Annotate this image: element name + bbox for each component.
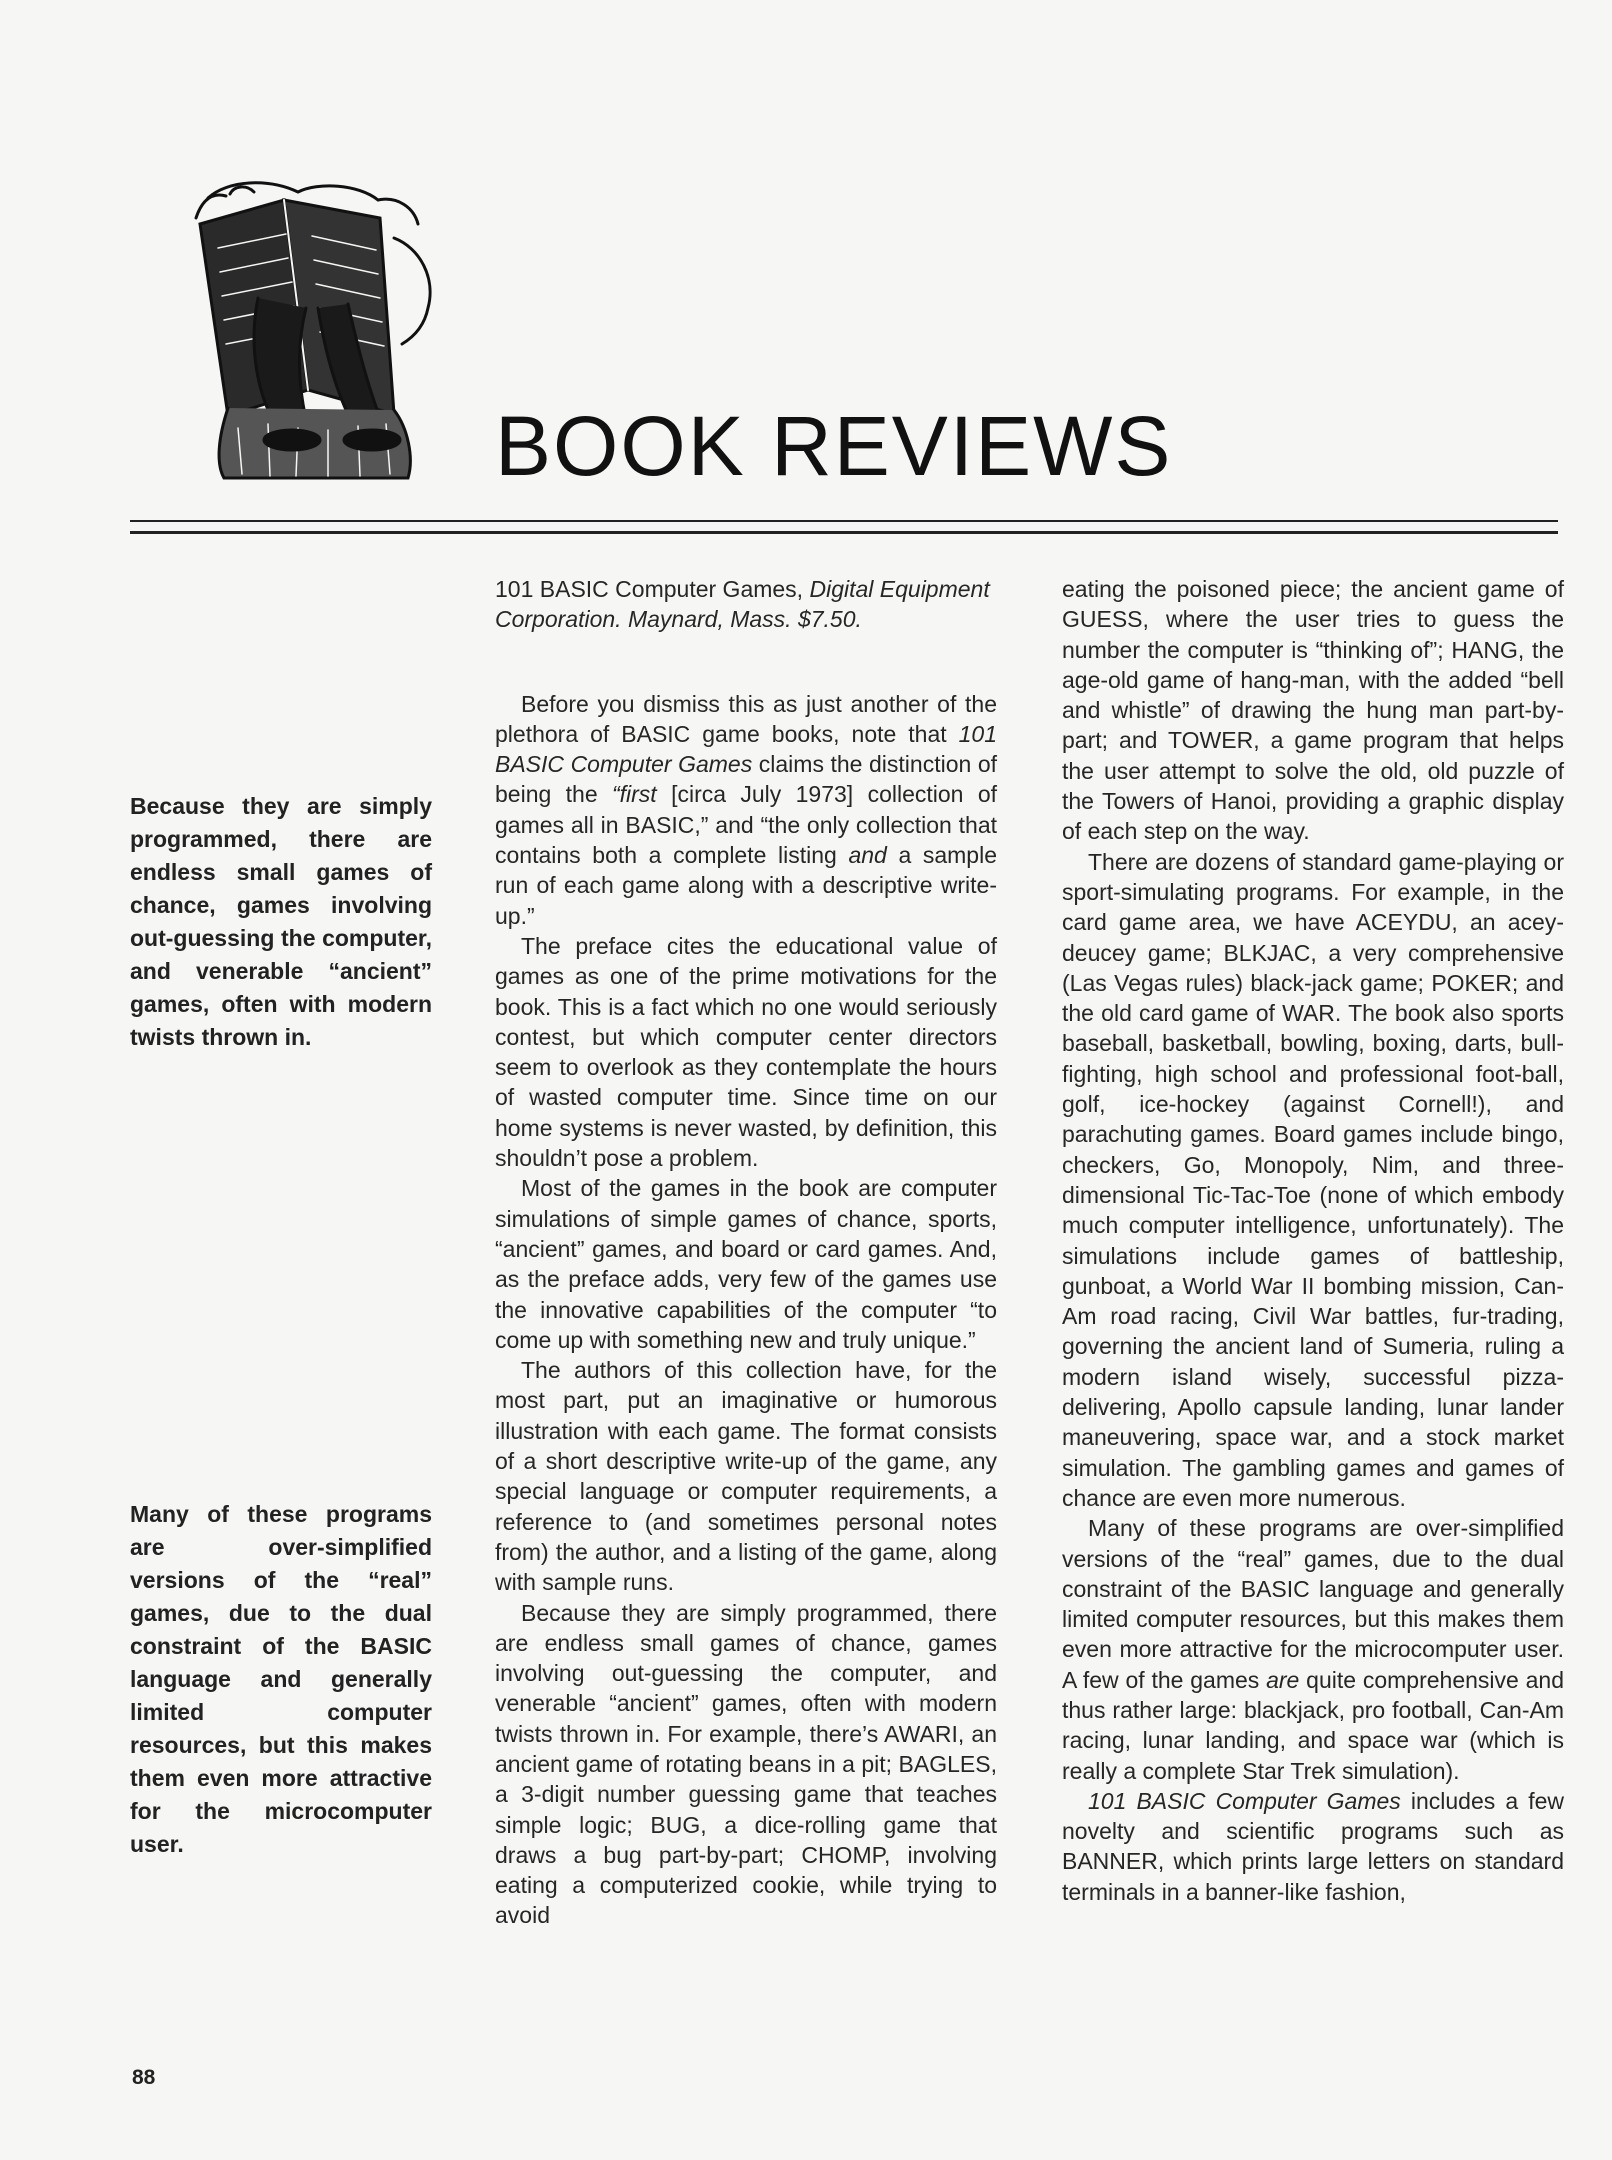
paragraph: Because they are simply programmed, there are endless small games of chance, games involving out-guessing the computer, and venerable “ancient” games, often with modern twists thrown in. For example, there’s AWARI, an ancient game of rotating beans in a pit; BAGLES, a 3-digit number guessing game that teaches simple logic; BUG, a dice-rolling game that draws a bug part-by-part; CHOMP, involving eating a computerized cookie, while trying to avoid [495,1599,997,1929]
paragraph: eating the poisoned piece; the ancient game of GUESS, where the user tries to guess the number the computer is “thinking of”; HANG, the age-old game of hang-man, with the added “bell and whistle” of drawing the hung man part-by-part; and TOWER, a game program that helps the user attempt to solve the old, old puzzle of the Towers of Hanoi, providing a graphic display of each step on the way. [1062,576,1564,845]
title-divider-thick [130,531,1558,534]
page-title: BOOK REVIEWS [495,399,1173,493]
article-column-1 [495,574,997,1931]
paragraph: Before you dismiss this as just another of the plethora of BASIC game books, note that 101 BASIC Computer Games claims the distinction of being the “first [circa July 1973] collection of games all in BASIC,” and “the only collection that contains both a complete listing and a sample run of each game along with a descriptive write-up.” [495,690,998,929]
paragraph: There are dozens of standard game-playing or sport-simulating programs. For example, in the card game area, we have ACEYDU, an acey-deucey game; BLKJAC, a very comprehensive (Las Vegas rules) black-jack game; POKER; and the old card game of WAR. The book also sports baseball, basketball, bowling, boxing, darts, bull-fighting, high school and professional foot-ball, golf, ice-hockey (against Cornell!), and parachuting games. Board games include bingo, checkers, Go, Monopoly, Nim, and three-dimensional Tic-Tac-Toe (none of which embody much computer intelligence, unfortunately). The simulations include games of battleship, gunboat, a World War II bombing mission, Can-Am road racing, Civil War battles, fur-trading, governing the ancient land of Sumeria, ruling a modern island wisely, successful pizza-delivering, Apollo capsule landing, lunar lander maneuvering, space war, and a stock market simulation. The gambling games and games of chance are even more numerous. [1062,848,1564,1511]
book-citation [495,574,997,635]
article-column-2 [1062,574,1564,1907]
paragraph: Many of these programs are over-simplified versions of the “real” games, due to the dual constraint of the BASIC language and generally limited computer resources, but this makes them even more attractive for the microcomputer user. A few of the games are quite comprehensive and thus rather large: blackjack, pro football, Can-Am racing, lunar landing, and space war (which is really a complete Star Trek simulation). [1062,1515,1564,1784]
pull-quote: Because they are simply programmed, there are endless small games of chance, games involving out-guessing the computer, and venerable “ancient” games, often with modern twists thrown in. [130,793,432,1050]
book-title: 101 BASIC Computer Games, [495,576,810,602]
paragraph: The authors of this collection have, for the most part, put an imaginative or humorous illustration with each game. The format consists of a short descriptive write-up of the game, any special language or computer requirements, a reference to (and sometimes personal notes from) the author, and a listing of the game, along with sample runs. [495,1357,997,1596]
book-publisher-info: Digital Equipment Corporation. Maynard, Mass. $7.50. [495,576,990,633]
title-divider-thin [130,520,1558,522]
paragraph: 101 BASIC Computer Games includes a few novelty and scientific programs such as BANNER, which prints large letters on standard terminals in a banner-like fashion, [1062,1787,1565,1905]
page-number: 88 [132,2066,156,2089]
reader-with-book-illustration [188,178,448,488]
paragraph: Most of the games in the book are computer simulations of simple games of chance, sports, “ancient” games, and board or card games. And, as the preface adds, very few of the games use the innovative capabilities of the computer “to come up with something new and truly unique.” [495,1175,997,1353]
pull-quote: Many of these programs are over-simplified versions of the “real” games, due to the dual constraint of the BASIC language and generally limited computer resources, but this makes them even more attractive for the microcomputer user. [130,1501,432,1857]
paragraph: The preface cites the educational value of games as one of the prime motivations for the book. This is a fact which no one would seriously contest, but which computer center directors seem to overlook as they contemplate the hours of wasted computer time. Since time on our home systems is never wasted, by definition, this shouldn’t pose a problem. [495,932,997,1172]
